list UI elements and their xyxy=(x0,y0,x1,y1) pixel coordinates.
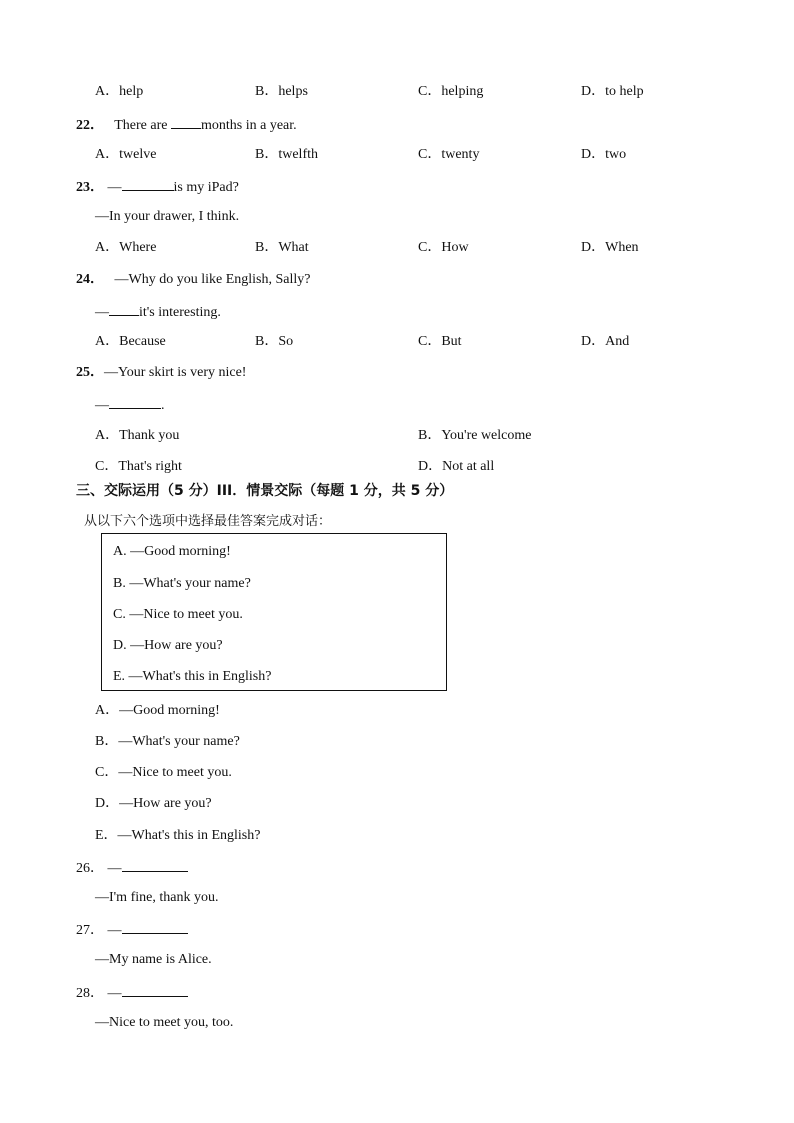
q26-reply: —I'm fine, thank you. xyxy=(95,890,219,905)
q22-option-a: A．twelve xyxy=(95,147,157,162)
answer-blank xyxy=(109,303,139,316)
q24-option-d: D．And xyxy=(581,334,630,349)
question-number: 26． xyxy=(76,861,104,876)
dash: — xyxy=(107,861,122,876)
q23-option-a: A．Where xyxy=(95,240,157,255)
q24-option-b: B．So xyxy=(255,334,294,349)
box-item-c: C. —Nice to meet you. xyxy=(113,607,243,622)
question-27 xyxy=(76,921,188,939)
question-25 xyxy=(76,365,246,381)
question-number: 27． xyxy=(76,923,104,938)
q24-reply xyxy=(95,303,221,321)
options-box xyxy=(101,533,447,691)
dash: — xyxy=(95,305,109,320)
q22-option-c: C．twenty xyxy=(418,147,480,162)
question-text: is my iPad? xyxy=(173,180,239,195)
q27-reply: —My name is Alice. xyxy=(95,952,212,967)
dash: — xyxy=(107,986,122,1001)
q24-option-c: C．But xyxy=(418,334,462,349)
q25-reply xyxy=(95,396,165,414)
box-item-a: A. —Good morning! xyxy=(113,544,231,559)
question-number: 28． xyxy=(76,986,104,1001)
q23-reply: —In your drawer, I think. xyxy=(95,209,240,224)
question-26 xyxy=(76,859,188,877)
box-item-e: E. —What's this in English? xyxy=(113,669,272,684)
question-number: 24． xyxy=(76,272,104,287)
question-28 xyxy=(76,984,188,1002)
reply-text: . xyxy=(161,398,165,413)
section3-option-c: C．—Nice to meet you. xyxy=(95,765,232,780)
answer-blank xyxy=(122,984,188,997)
section-heading: 三、交际运用（5 分）III．情景交际（每题 1 分，共 5 分） xyxy=(76,483,454,499)
q25-option-d: D．Not at all xyxy=(418,459,495,474)
q23-option-b: B．What xyxy=(255,240,309,255)
section3-option-d: D．—How are you? xyxy=(95,796,212,811)
q21-option-d: D．to help xyxy=(581,84,644,99)
box-item-d: D. —How are you? xyxy=(113,638,223,653)
q28-reply: —Nice to meet you, too. xyxy=(95,1015,234,1030)
answer-blank xyxy=(122,859,188,872)
section3-option-b: B．—What's your name? xyxy=(95,734,240,749)
section3-option-a: A．—Good morning! xyxy=(95,703,220,718)
q21-option-a: A．help xyxy=(95,84,144,99)
dash: — xyxy=(107,923,122,938)
q23-option-d: D．When xyxy=(581,240,639,255)
q21-option-b: B．helps xyxy=(255,84,308,99)
q25-option-a: A．Thank you xyxy=(95,428,180,443)
box-item-b: B. —What's your name? xyxy=(113,576,251,591)
q21-option-c: C．helping xyxy=(418,84,484,99)
question-22 xyxy=(76,116,297,134)
section3-option-e: E．—What's this in English? xyxy=(95,828,261,843)
question-24 xyxy=(76,272,310,288)
question-number: 23． xyxy=(76,180,104,195)
answer-blank xyxy=(171,116,201,129)
answer-blank xyxy=(109,396,161,409)
q24-option-a: A．Because xyxy=(95,334,166,349)
q22-option-d: D．two xyxy=(581,147,627,162)
question-text: There are xyxy=(114,118,168,133)
question-text: —Why do you like English, Sally? xyxy=(114,272,311,287)
answer-blank xyxy=(122,921,188,934)
question-text: months in a year. xyxy=(200,118,297,133)
q22-option-b: B．twelfth xyxy=(255,147,318,162)
q23-option-c: C．How xyxy=(418,240,469,255)
dash: — xyxy=(107,180,122,195)
question-number: 22． xyxy=(76,118,104,133)
answer-blank xyxy=(122,178,174,191)
question-text: —Your skirt is very nice! xyxy=(104,365,247,380)
section-instruction: 从以下六个选项中选择最佳答案完成对话： xyxy=(84,514,332,529)
question-23 xyxy=(76,178,239,196)
question-number: 25． xyxy=(76,365,104,380)
reply-text: it's interesting. xyxy=(139,305,221,320)
q25-option-b: B．You're welcome xyxy=(418,428,532,443)
q25-option-c: C．That's right xyxy=(95,459,182,474)
dash: — xyxy=(95,398,109,413)
